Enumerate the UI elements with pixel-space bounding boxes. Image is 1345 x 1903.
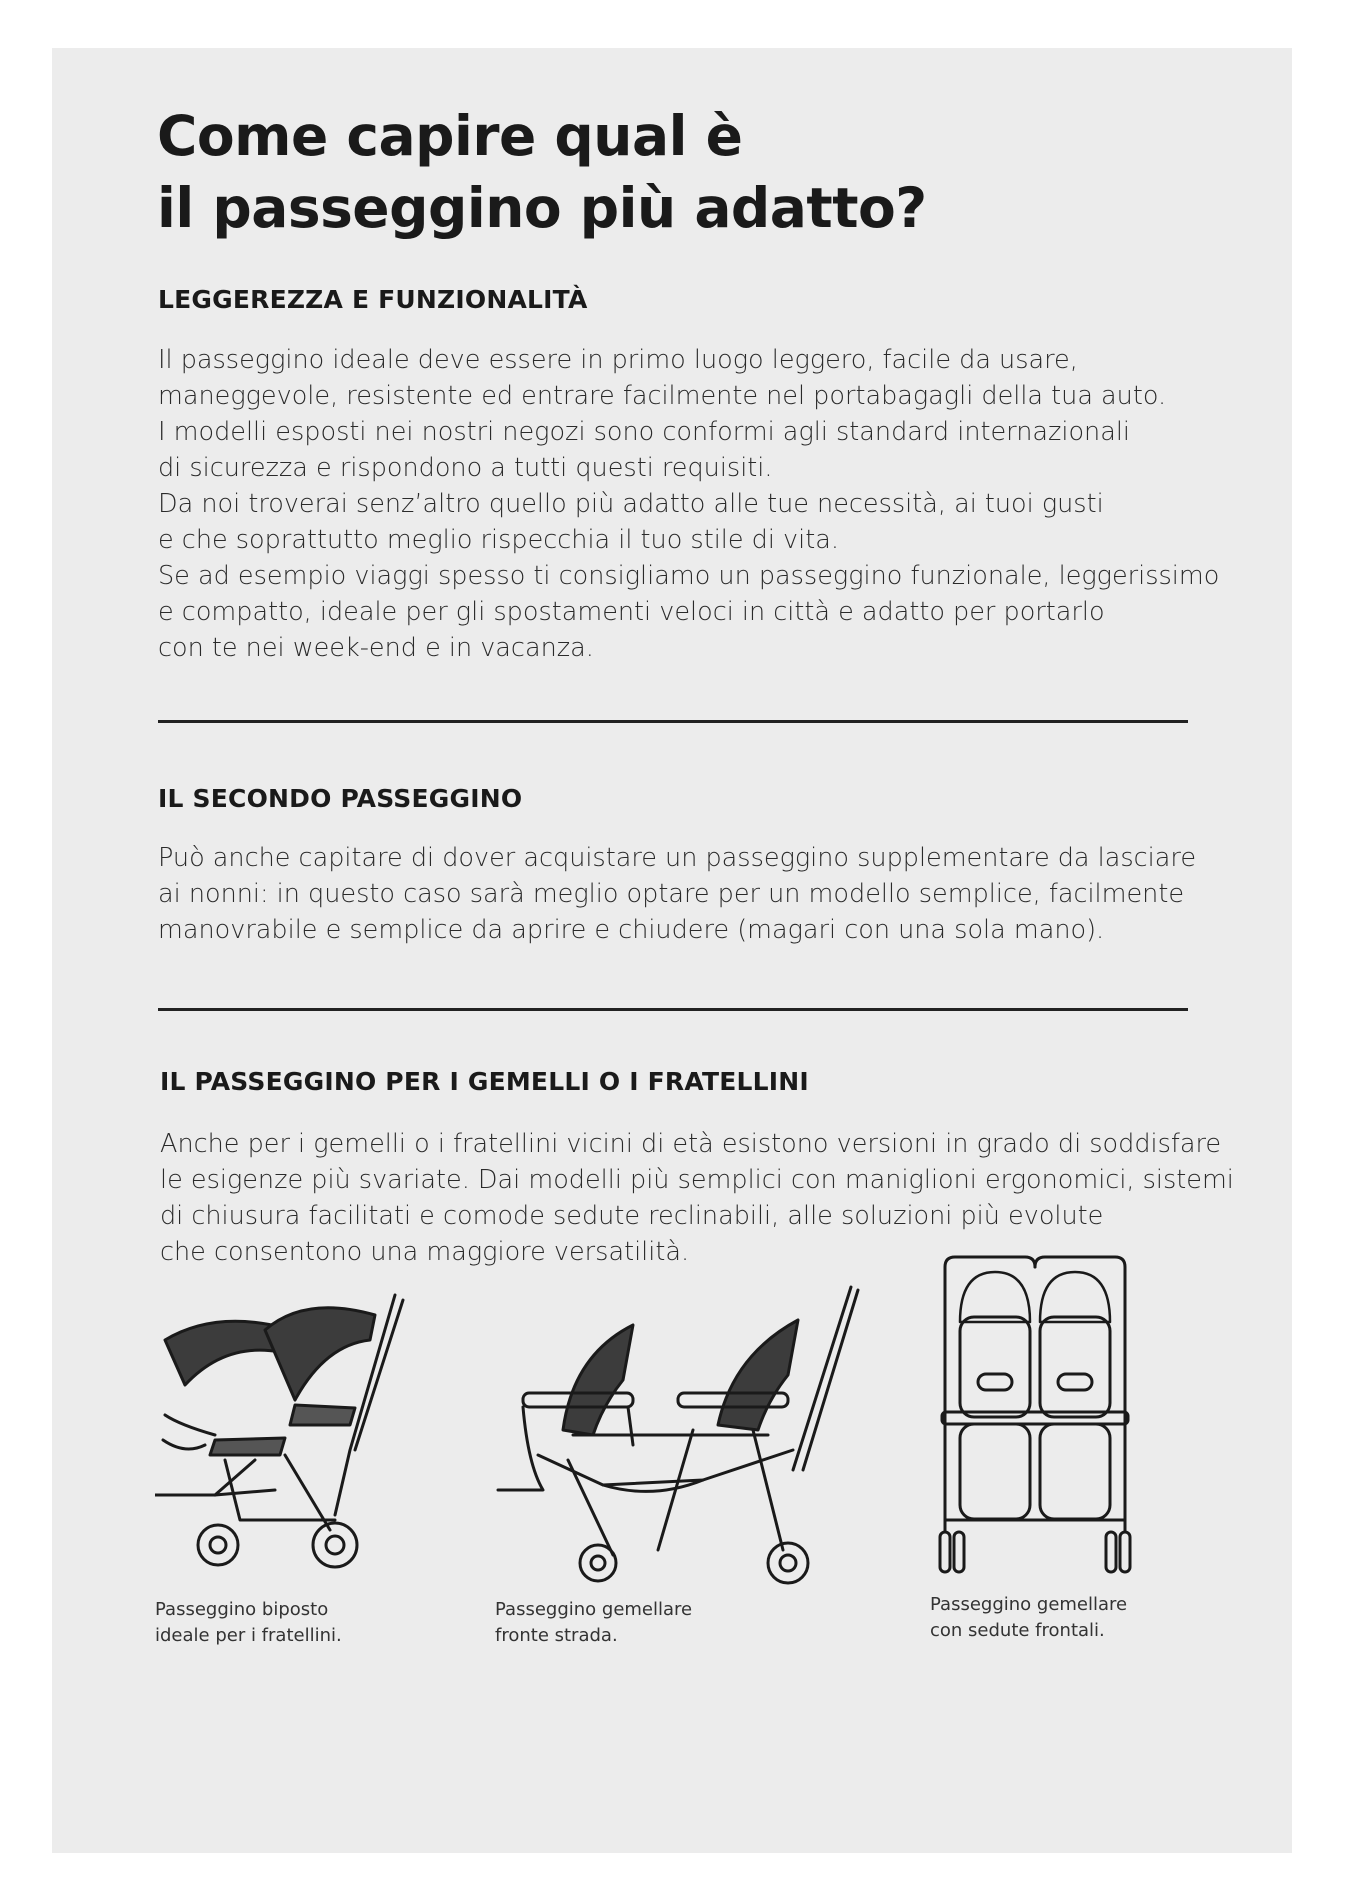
- section-heading-second-stroller: IL SECONDO PASSEGGINO: [158, 784, 523, 813]
- paragraph-line: manovrabile e semplice da aprire e chiudere (magari con una sola mano).: [158, 915, 1105, 945]
- paragraph-line: Se ad esempio viaggi spesso ti consigliamo un passeggino funzionale, leggerissimo: [158, 561, 1220, 591]
- paragraph-line: che consentono una maggiore versatilità.: [160, 1237, 690, 1267]
- twin-stroller-front-icon: [930, 1252, 1140, 1582]
- caption-tandem-stroller: [155, 1597, 342, 1649]
- caption-line: Passeggino gemellare: [495, 1599, 693, 1620]
- paragraph-line: Può anche capitare di dover acquistare un passeggino supplementare da lasciare: [158, 843, 1197, 873]
- paragraph-line: maneggevole, resistente ed entrare facilmente nel portabagagli della tua auto.: [158, 381, 1167, 411]
- title-line-1: Come capire qual è: [157, 104, 743, 168]
- divider: [158, 1008, 1188, 1011]
- paragraph-line: e che soprattutto meglio rispecchia il tuo stile di vita.: [158, 525, 839, 555]
- caption-line: con sedute frontali.: [930, 1620, 1105, 1641]
- divider: [158, 720, 1188, 723]
- section-heading-lightness: LEGGEREZZA E FUNZIONALITÀ: [158, 285, 588, 314]
- paragraph-line: e compatto, ideale per gli spostamenti veloci in città e adatto per portarlo: [158, 597, 1105, 627]
- paragraph-line: ai nonni: in questo caso sarà meglio optare per un modello semplice, facilmente: [158, 879, 1185, 909]
- paragraph-line: di sicurezza e rispondono a tutti questi requisiti.: [158, 453, 773, 483]
- section-paragraph-twins: [160, 1126, 1234, 1270]
- section-heading-twins: IL PASSEGGINO PER I GEMELLI O I FRATELLINI: [160, 1067, 809, 1096]
- title-line-2: il passeggino più adatto?: [157, 176, 927, 240]
- section-paragraph-lightness: [158, 342, 1219, 666]
- twin-stroller-side-icon: [493, 1285, 863, 1585]
- paragraph-line: Il passeggino ideale deve essere in primo luogo leggero, facile da usare,: [158, 345, 1078, 375]
- page-title: [157, 100, 927, 244]
- paragraph-line: di chiusura facilitati e comode sedute reclinabili, alle soluzioni più evolute: [160, 1201, 1104, 1231]
- paragraph-line: con te nei week-end e in vacanza.: [158, 633, 594, 663]
- caption-twin-stroller-side: [495, 1597, 692, 1649]
- caption-line: fronte strada.: [495, 1625, 618, 1646]
- paragraph-line: Anche per i gemelli o i fratellini vicini di età esistono versioni in grado di soddisfare: [160, 1129, 1222, 1159]
- paragraph-line: le esigenze più svariate. Dai modelli più semplici con maniglioni ergonomici, sistemi: [160, 1165, 1234, 1195]
- paragraph-line: I modelli esposti nei nostri negozi sono conformi agli standard internazionali: [158, 417, 1131, 447]
- caption-line: Passeggino biposto: [155, 1599, 329, 1620]
- section-paragraph-second-stroller: [158, 840, 1196, 948]
- paragraph-line: Da noi troverai senz’altro quello più adatto alle tue necessità, ai tuoi gusti: [158, 489, 1104, 519]
- caption-twin-stroller-front: [930, 1592, 1127, 1644]
- caption-line: Passeggino gemellare: [930, 1594, 1128, 1615]
- tandem-stroller-icon: [155, 1290, 410, 1580]
- caption-line: ideale per i fratellini.: [155, 1625, 342, 1646]
